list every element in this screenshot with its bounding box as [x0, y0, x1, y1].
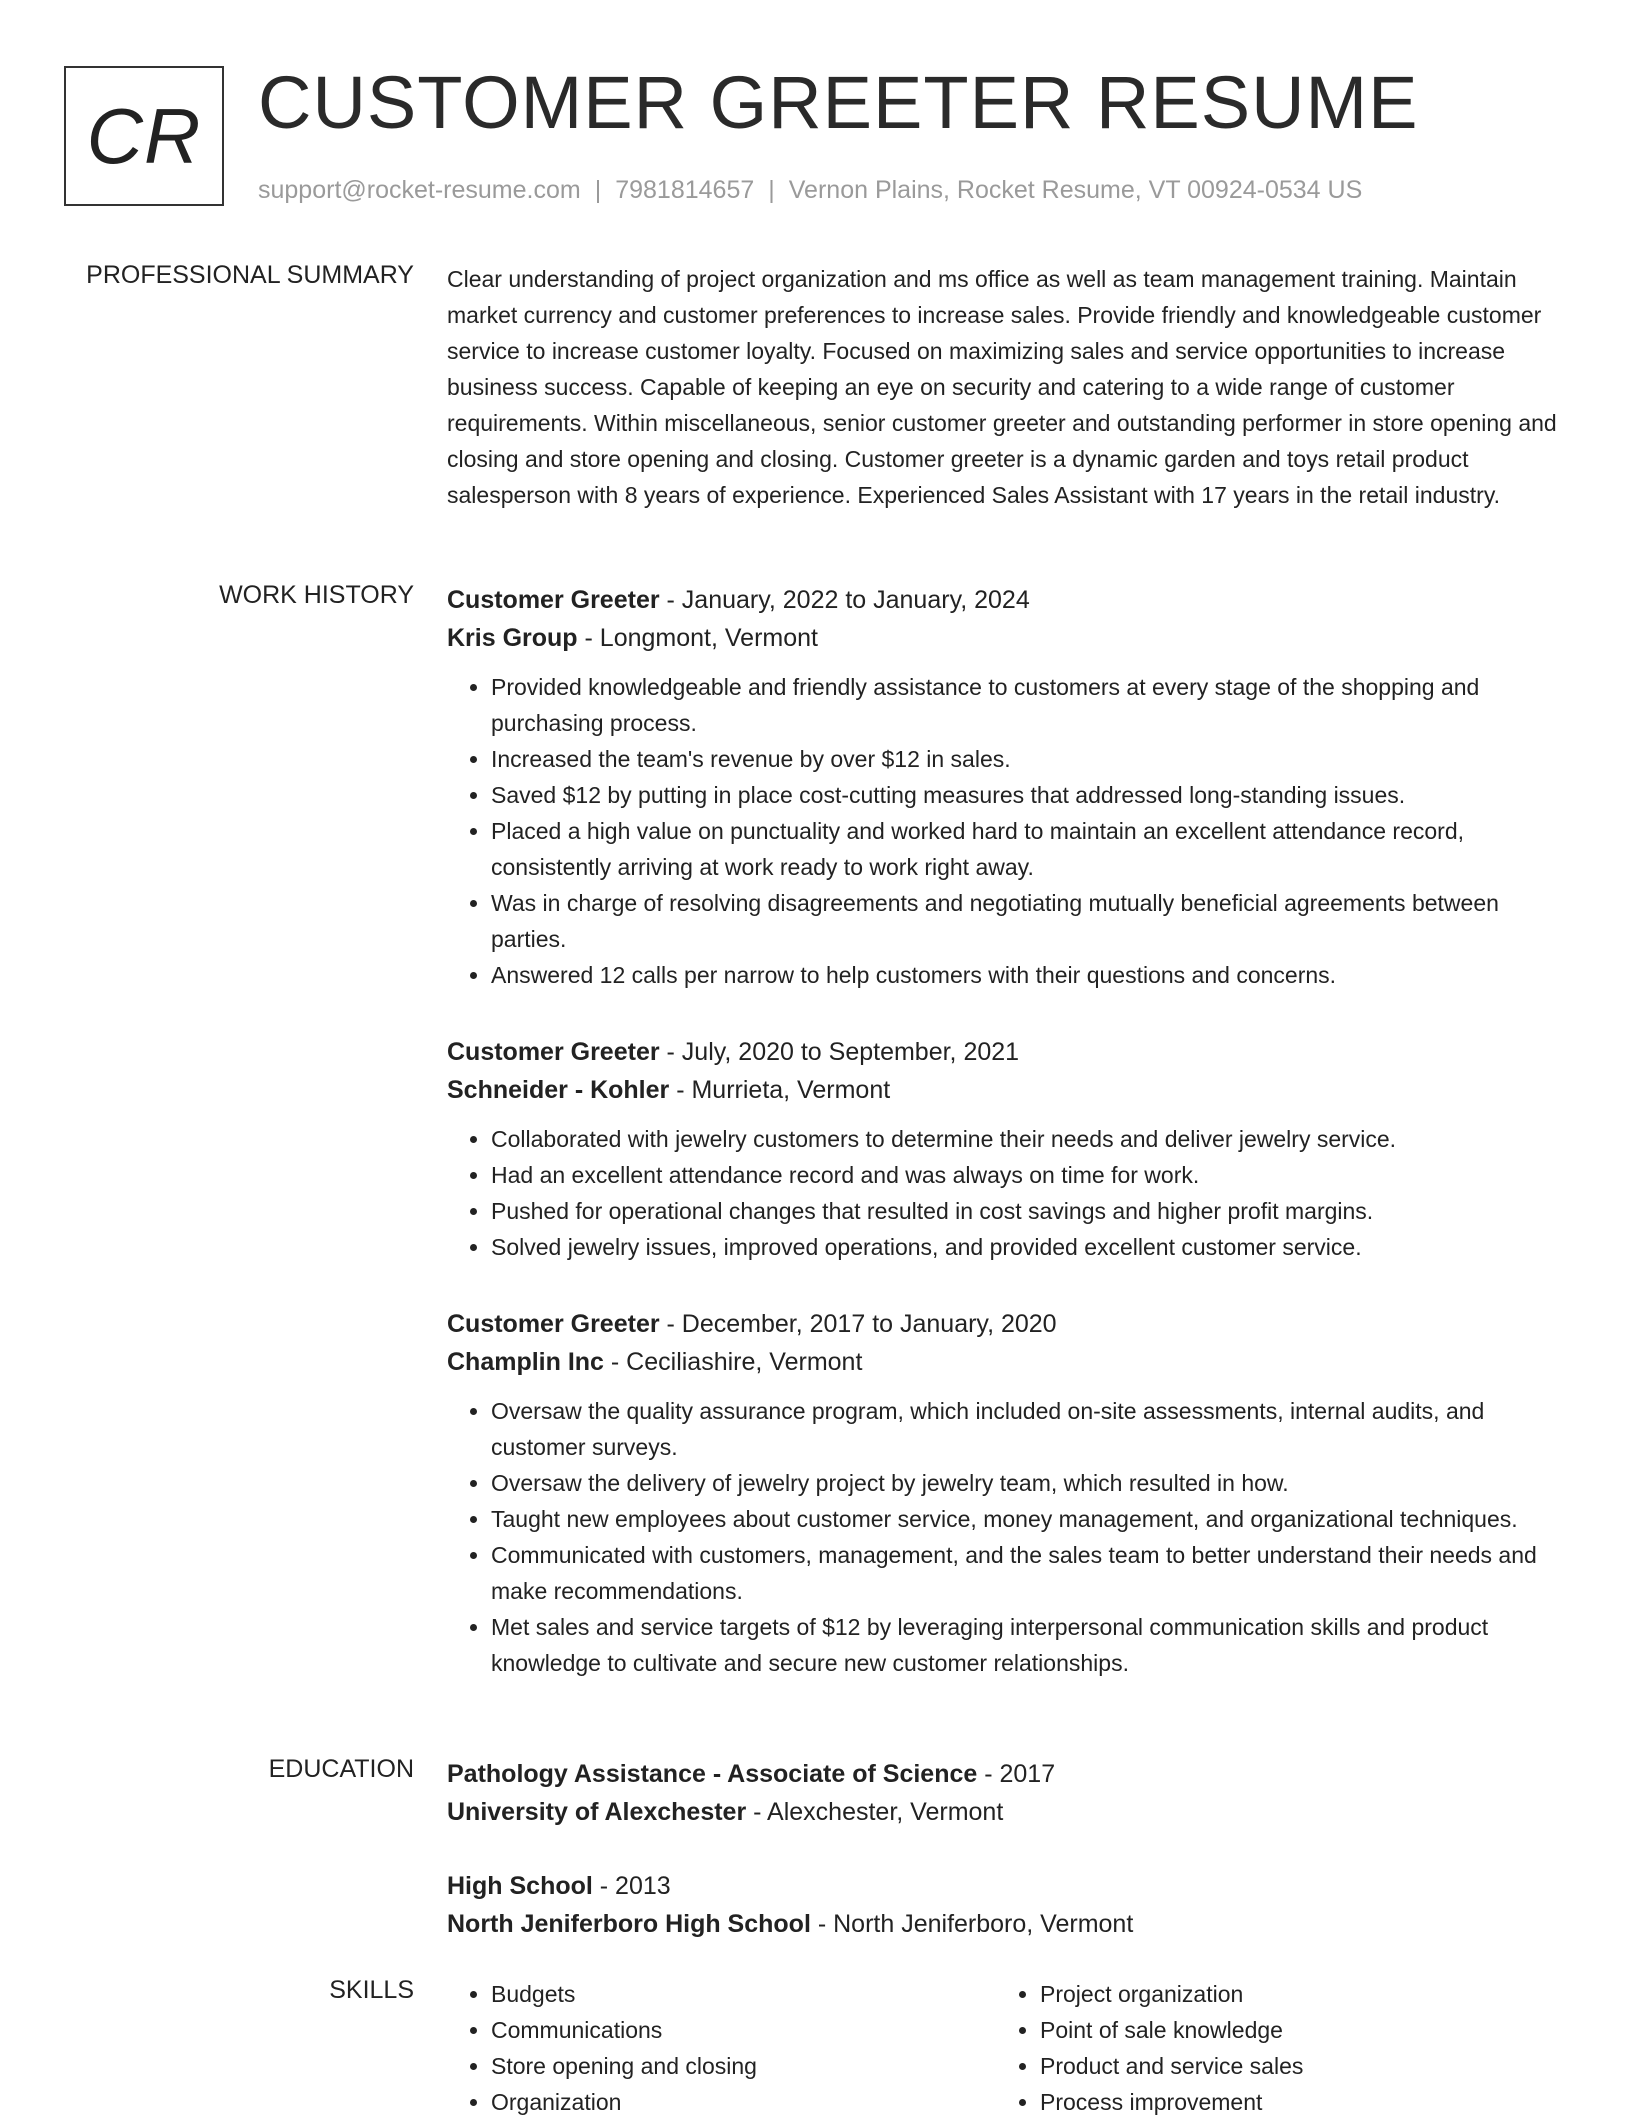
- education-degree: Pathology Assistance - Associate of Science: [447, 1760, 978, 1788]
- skills-list-left: [447, 1976, 996, 2120]
- job-bullet: • Pushed for operational changes that resulted in cost savings and higher profit margins.: [491, 1193, 1565, 1229]
- skill-item: • Point of sale knowledge: [1040, 2012, 1545, 2048]
- contact-separator: |: [594, 176, 602, 204]
- job-bullet: • Taught new employees about customer service, money management, and organizational techniques.: [491, 1501, 1565, 1537]
- education-year: - 2013: [592, 1872, 671, 1900]
- job-bullet: • Answered 12 calls per narrow to help customers with their questions and concerns.: [491, 957, 1565, 993]
- education-degree: High School: [447, 1872, 593, 1900]
- job-company: Schneider - Kohler: [447, 1076, 670, 1104]
- education-entry: [447, 1867, 1565, 1943]
- contact-separator: |: [768, 176, 775, 204]
- job-bullet: • Oversaw the delivery of jewelry project by jewelry team, which resulted in how.: [491, 1465, 1565, 1501]
- job-entry: [447, 1033, 1565, 1265]
- job-bullets: [447, 1393, 1565, 1681]
- skills-columns: [447, 1976, 1565, 2120]
- job-company-line: [447, 1071, 1565, 1109]
- job-bullet: • Was in charge of resolving disagreements and negotiating mutually beneficial agreements between parties.: [491, 885, 1565, 957]
- job-bullet: • Collaborated with jewelry customers to determine their needs and deliver jewelry service.: [491, 1121, 1565, 1157]
- education-school-line: [447, 1905, 1565, 1943]
- job-company-line: [447, 1343, 1565, 1381]
- job-bullet: • Placed a high value on punctuality and worked hard to maintain an excellent attendance record, consistently arriving at work ready to work right away.: [491, 813, 1565, 885]
- education-year: - 2017: [977, 1760, 1056, 1788]
- skill-item: • Process improvement: [1040, 2084, 1545, 2120]
- job-bullet: • Communicated with customers, management, and the sales team to better understand their needs and make recommendations.: [491, 1537, 1565, 1609]
- job-title: Customer Greeter: [447, 586, 660, 614]
- skill-item: • Store opening and closing: [491, 2048, 996, 2084]
- skill-item: • Product and service sales: [1040, 2048, 1545, 2084]
- job-location: - Ceciliashire, Vermont: [603, 1348, 863, 1376]
- job-dates: - July, 2020 to September, 2021: [659, 1038, 1020, 1066]
- job-location: - Murrieta, Vermont: [669, 1076, 891, 1104]
- initials-text: CR: [86, 91, 202, 180]
- job-company: Champlin Inc: [447, 1348, 604, 1376]
- job-dates: - December, 2017 to January, 2020: [659, 1310, 1057, 1338]
- skill-item: • Project organization: [1040, 1976, 1545, 2012]
- job-title: Customer Greeter: [447, 1310, 660, 1338]
- work-history-label: WORK HISTORY: [219, 581, 414, 609]
- skills-label: SKILLS: [329, 1976, 414, 2004]
- education-label: EDUCATION: [268, 1755, 414, 1783]
- job-bullet: • Oversaw the quality assurance program, which included on-site assessments, internal audits, and customer surveys.: [491, 1393, 1565, 1465]
- contact-email[interactable]: support@rocket-resume.com: [258, 176, 581, 204]
- education-degree-line: [447, 1867, 1565, 1905]
- job-company-line: [447, 619, 1565, 657]
- skill-item: • Budgets: [491, 1976, 996, 2012]
- skill-item: • Organization: [491, 2084, 996, 2120]
- contact-address: Vernon Plains, Rocket Resume, VT 00924-0534 US: [788, 176, 1363, 204]
- contact-line: [258, 176, 1362, 205]
- job-bullet: • Met sales and service targets of $12 by leveraging interpersonal communication skills and product knowledge to cultivate and secure new customer relationships.: [491, 1609, 1565, 1681]
- job-bullets: [447, 669, 1565, 993]
- job-title-line: [447, 581, 1565, 619]
- job-entry: [447, 581, 1565, 993]
- job-entry: [447, 1305, 1565, 1681]
- skills-list-right: [996, 1976, 1545, 2120]
- education-location: - Alexchester, Vermont: [746, 1798, 1004, 1826]
- job-title-line: [447, 1305, 1565, 1343]
- skill-item: • Communications: [491, 2012, 996, 2048]
- initials-logo: [64, 66, 224, 206]
- education-location: - North Jeniferboro, Vermont: [810, 1910, 1134, 1938]
- summary-label: PROFESSIONAL SUMMARY: [86, 261, 414, 289]
- job-bullet: • Had an excellent attendance record and was always on time for work.: [491, 1157, 1565, 1193]
- job-title-line: [447, 1033, 1565, 1071]
- job-bullets: [447, 1121, 1565, 1265]
- job-bullet: • Saved $12 by putting in place cost-cutting measures that addressed long-standing issues.: [491, 777, 1565, 813]
- resume-title: CUSTOMER GREETER RESUME: [258, 61, 1419, 144]
- contact-phone[interactable]: 7981814657: [615, 176, 755, 204]
- summary-text: Clear understanding of project organization and ms office as well as team management training. Maintain market currency and customer preferences to increase sales. Provide friendly and knowledgeable customer service to increase customer loyalty. Focused on maximizing sales and service opportunities to increase business success. Capable of keeping an eye on security and catering to a wide range of customer requirements. Within miscellaneous, senior customer greeter and outstanding performer in store opening and closing and store opening and closing. Customer greeter is a dynamic garden and toys retail product salesperson with 8 years of experience. Experienced Sales Assistant with 17 years in the retail industry.: [447, 266, 1557, 508]
- job-bullet: • Solved jewelry issues, improved operations, and provided excellent customer service.: [491, 1229, 1565, 1265]
- job-bullet: • Provided knowledgeable and friendly assistance to customers at every stage of the shopping and purchasing process.: [491, 669, 1565, 741]
- education-school: North Jeniferboro High School: [447, 1910, 811, 1938]
- job-dates: - January, 2022 to January, 2024: [659, 586, 1030, 614]
- education-degree-line: [447, 1755, 1565, 1793]
- job-location: - Longmont, Vermont: [577, 624, 818, 652]
- education-entry: [447, 1755, 1565, 1831]
- job-bullet: • Increased the team's revenue by over $12 in sales.: [491, 741, 1565, 777]
- job-title: Customer Greeter: [447, 1038, 660, 1066]
- education-school: University of Alexchester: [447, 1798, 747, 1826]
- job-company: Kris Group: [447, 624, 578, 652]
- education-school-line: [447, 1793, 1565, 1831]
